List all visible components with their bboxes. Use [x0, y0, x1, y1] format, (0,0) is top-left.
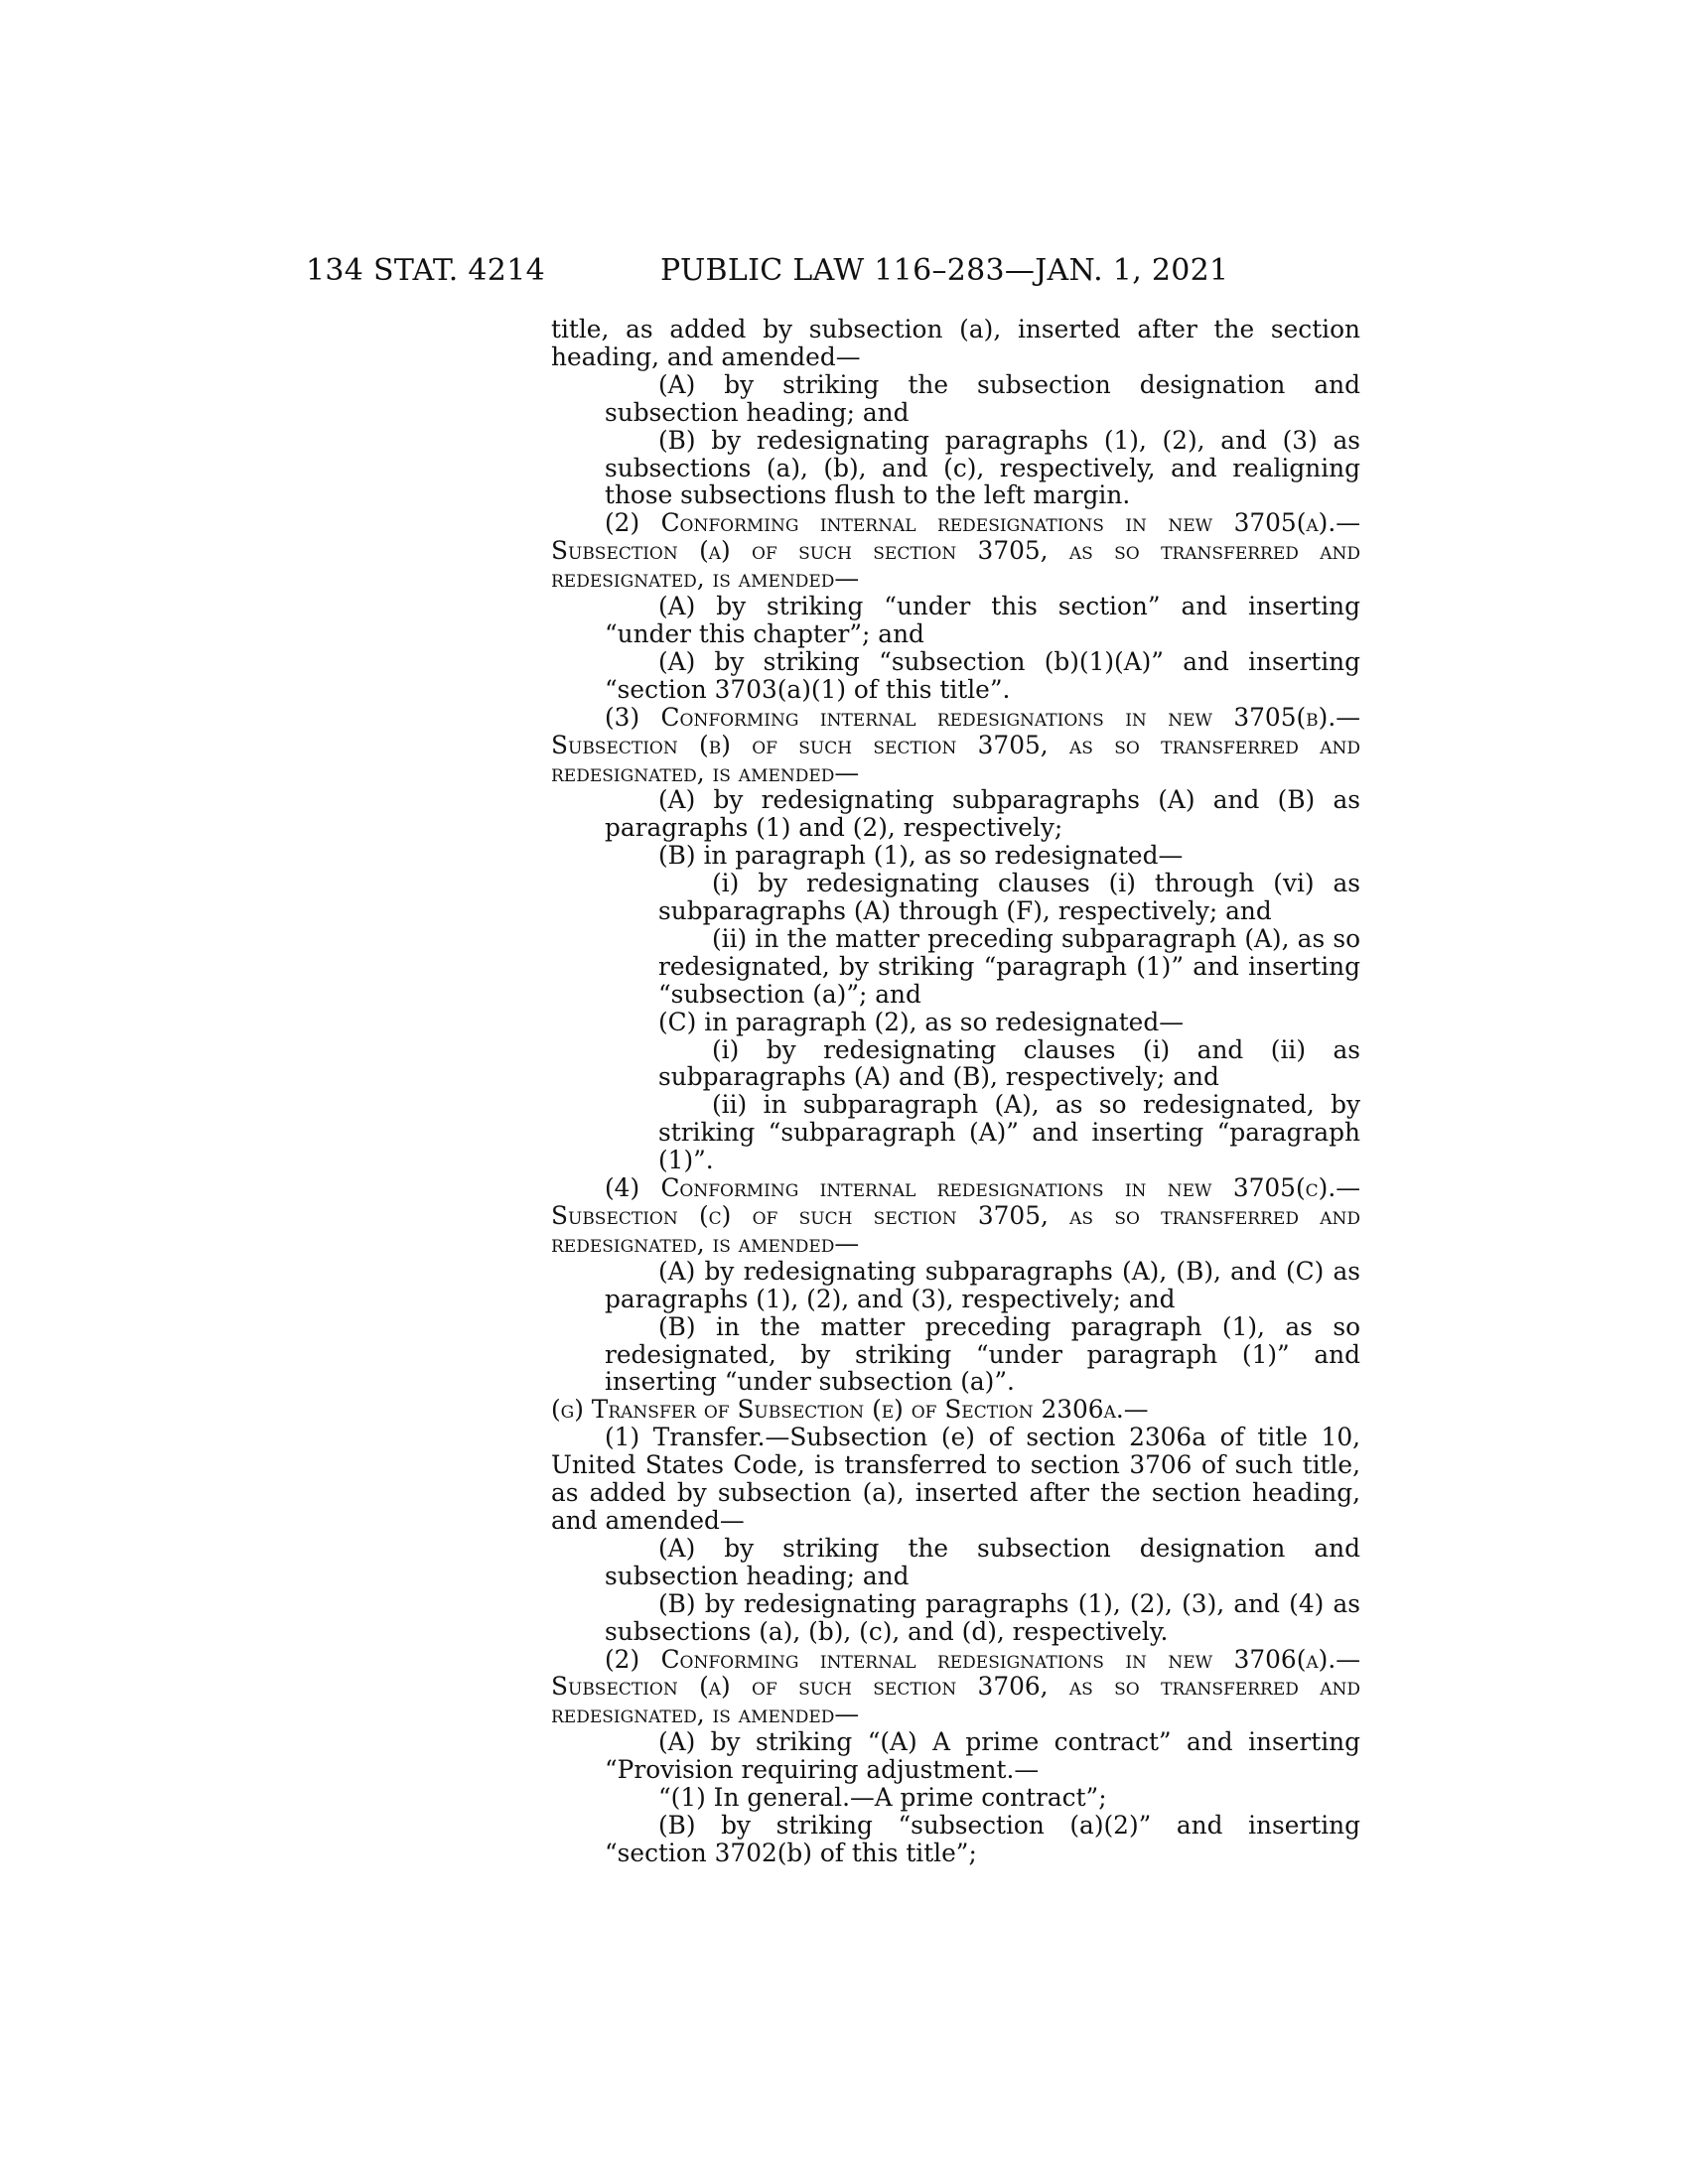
paragraph: (A) by striking the subsection designation and subsection heading; and [605, 369, 1360, 427]
paragraph: (i) by redesignating clauses (i) through (vi) as subparagraphs (A) through (F), respectively; and [658, 869, 1360, 926]
paragraph: (i) by redesignating clauses (i) and (ii) as subparagraphs (A) and (B), respectively; and [658, 1034, 1360, 1092]
paragraph: (4) Conforming internal redesignations in new 3705(c).—Subsection (c) of such section 3705, as so transferred and redesignated, is amended— [551, 1173, 1360, 1258]
page-running-head: PUBLIC LAW 116–283—JAN. 1, 2021 [660, 253, 1229, 288]
paragraph: (A) by redesignating subparagraphs (A) and (B) as paragraphs (1) and (2), respectively; [605, 785, 1360, 843]
paragraph: (A) by striking “(A) A prime contract” and inserting “Provision requiring adjustment.— [605, 1727, 1360, 1785]
paragraph: (C) in paragraph (2), as so redesignated— [658, 1007, 1185, 1036]
paragraph: (ii) in the matter preceding subparagraph (A), as so redesignated, by striking “paragraph (1)” and inserting “subsection (a)”; and [658, 923, 1360, 1009]
page-stat-citation: 134 STAT. 4214 [306, 253, 545, 288]
paragraph: (1) Transfer.—Subsection (e) of section 2306a of title 10, United States Code, is transferred to section 3706 of such title, as added by subsection (a), inserted after the section heading, and amended— [551, 1423, 1360, 1535]
paragraph: (B) by redesignating paragraphs (1), (2), and (3) as subsections (a), (b), and (c), respectively, and realigning those subsections flush to the left margin. [605, 425, 1360, 510]
paragraph: “(1) In general.—A prime contract”; [658, 1783, 1107, 1813]
paragraph: (B) in paragraph (1), as so redesignated— [658, 841, 1184, 871]
paragraph: (A) by redesignating subparagraphs (A), (B), and (C) as paragraphs (1), (2), and (3), respectively; and [605, 1256, 1360, 1313]
paragraph: (B) by redesignating paragraphs (1), (2), (3), and (4) as subsections (a), (b), (c), and (d), respectively. [605, 1588, 1360, 1646]
paragraph: (A) by striking the subsection designation and subsection heading; and [605, 1533, 1360, 1590]
paragraph: (2) Conforming internal redesignations in new 3705(a).—Subsection (a) of such section 3705, as so transferred and redesignated, is amended— [551, 508, 1360, 594]
statute-body [551, 316, 1360, 1867]
paragraph: title, as added by subsection (a), inserted after the section heading, and amended— [551, 315, 1360, 371]
section-heading: (g) Transfer of Subsection (e) of Section 2306a.— [551, 1395, 1149, 1425]
paragraph: (A) by striking “under this section” and inserting “under this chapter”; and [605, 592, 1360, 648]
paragraph: (B) in the matter preceding paragraph (1), as so redesignated, by striking “under paragraph (1)” and inserting “under subsection (a)”. [605, 1311, 1360, 1397]
paragraph: (B) by striking “subsection (a)(2)” and inserting “section 3702(b) of this title”; [605, 1810, 1360, 1867]
paragraph: (2) Conforming internal redesignations in new 3706(a).—Subsection (a) of such section 3706, as so transferred and redesignated, is amended— [551, 1644, 1360, 1729]
paragraph: (A) by striking “subsection (b)(1)(A)” and inserting “section 3703(a)(1) of this title”. [605, 646, 1360, 704]
paragraph: (ii) in subparagraph (A), as so redesignated, by striking “subparagraph (A)” and inserting “paragraph (1)”. [658, 1090, 1360, 1175]
paragraph: (3) Conforming internal redesignations in new 3705(b).—Subsection (b) of such section 3705, as so transferred and redesignated, is amended— [551, 702, 1360, 787]
